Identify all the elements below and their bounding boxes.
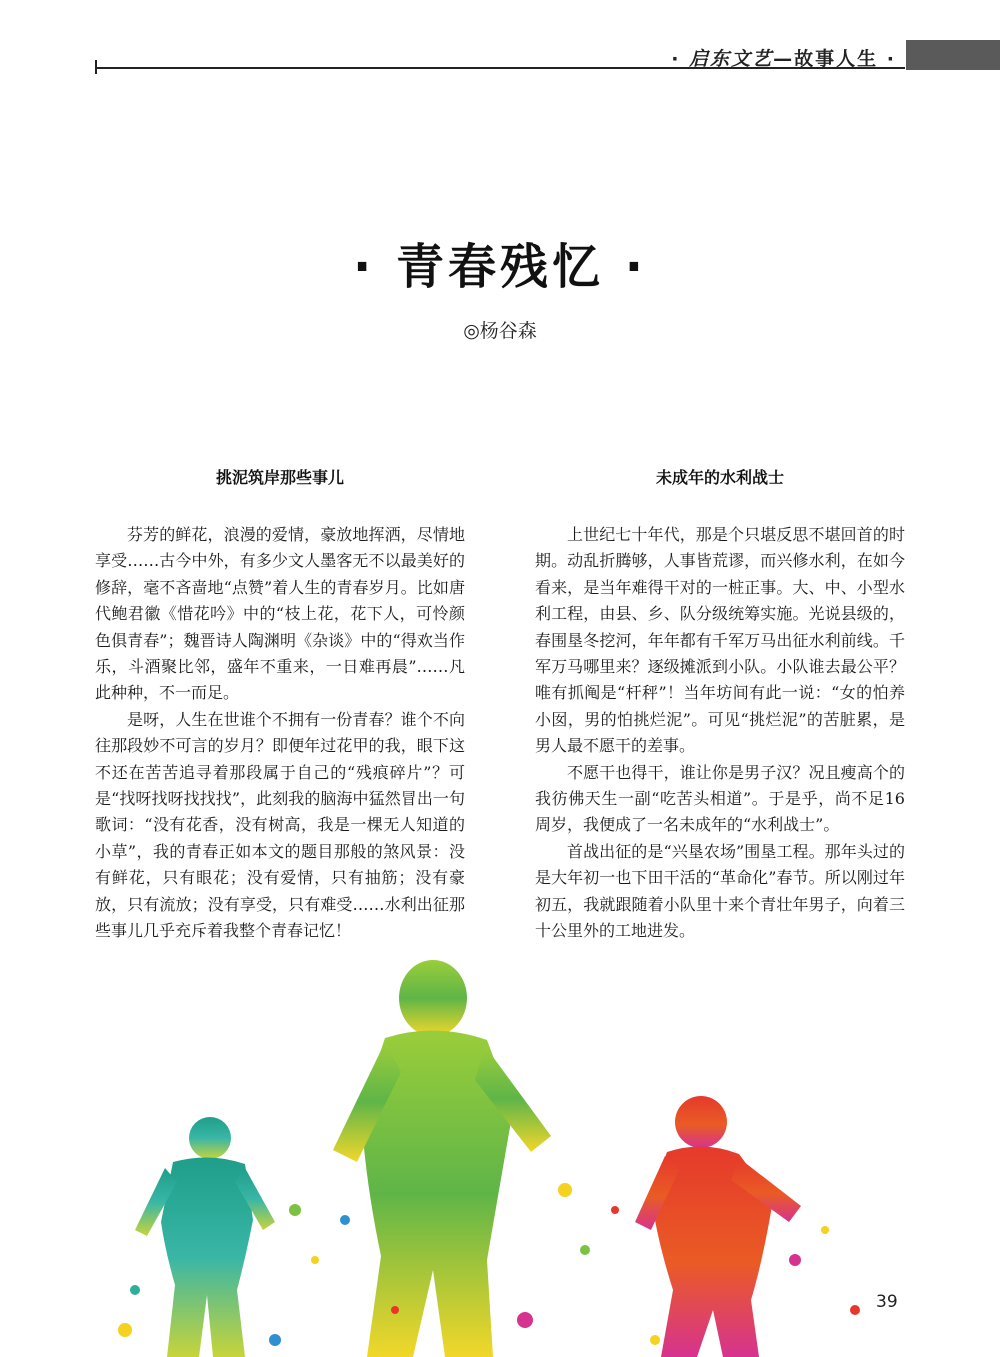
- right-paragraph-2: 不愿干也得干，谁让你是男子汉？况且瘦高个的我彷佛天生一副“吃苦头相道”。于是乎，尚不足16周岁，我便成了一名未成年的“水利战士”。: [535, 762, 905, 835]
- left-paragraph-1: 芬芳的鲜花，浪漫的爱情，豪放地挥洒，尽情地享受……古今中外，有多少文人墨客无不以最美好的修辞，毫不吝啬地“点赞”着人生的青春岁月。比如唐代鲍君徽《惜花吟》中的“枝上花，花下人，可怜颜色俱青春”；魏晋诗人陶渊明《杂谈》中的“得欢当作乐，斗酒聚比邻，盛年不重来，一日难再晨”……凡此种种，不一而足。: [95, 525, 465, 703]
- right-runner-silhouette: [635, 1096, 801, 1357]
- article-title: · 青春残忆 ·: [353, 239, 647, 295]
- running-header: [671, 44, 896, 71]
- article-author: ◎杨谷森: [463, 320, 537, 342]
- header-section: 故事人生: [794, 48, 879, 70]
- page-number: 39: [876, 1292, 898, 1312]
- header-brand: 启东文艺: [689, 48, 774, 70]
- left-column-heading: 挑泥筑岸那些事儿: [215, 468, 344, 487]
- right-column: [535, 465, 905, 945]
- header-dash: —: [773, 48, 795, 70]
- header-bullet-right: ·: [886, 48, 896, 70]
- left-paragraph-2: 是呀，人生在世谁个不拥有一份青春？谁个不向往那段妙不可言的岁月？即便年过花甲的我，眼下这不还在苦苦追寻着那段属于自己的“残痕碎片”？可是“找呀找呀找找找”，此刻我的脑海中猛然冒出一句歌词：“没有花香，没有树高，我是一棵无人知道的小草”，我的青春正如本文的题目那般的煞风景：没有鲜花，只有眼花；没有爱情，只有抽筋；没有豪放，只有流放；没有享受，只有难受……水利出征那些事儿几乎充斥着我整个青春记忆！: [95, 709, 465, 941]
- header-gray-tab: [906, 40, 1000, 70]
- running-figures-illustration: [95, 960, 905, 1357]
- left-runner-silhouette: [135, 1117, 275, 1357]
- center-runner-silhouette: [333, 960, 551, 1357]
- right-paragraph-3: 首战出征的是“兴垦农场”围垦工程。那年头过的是大年初一也下田干活的“革命化”春节。所以刚过年初五，我就跟随着小队里十来个青壮年男子，向着三十公里外的工地进发。: [535, 841, 905, 941]
- right-column-heading: 未成年的水利战士: [655, 468, 784, 487]
- header-bullet-left: ·: [671, 48, 681, 70]
- left-column: [95, 465, 465, 945]
- right-paragraph-1: 上世纪七十年代，那是个只堪反思不堪回首的时期。动乱折腾够，人事皆荒谬，而兴修水利，在如今看来，是当年难得干对的一桩正事。大、中、小型水利工程，由县、乡、队分级统筹实施。光说县级的，春围垦冬挖河，年年都有千军万马出征水利前线。千军万马哪里来？逐级摊派到小队。小队谁去最公平？唯有抓阄是“杆秤”！当年坊间有此一说：“女的怕养小囡，男的怕挑烂泥”。可见“挑烂泥”的苦脏累，是男人最不愿干的差事。: [535, 525, 905, 756]
